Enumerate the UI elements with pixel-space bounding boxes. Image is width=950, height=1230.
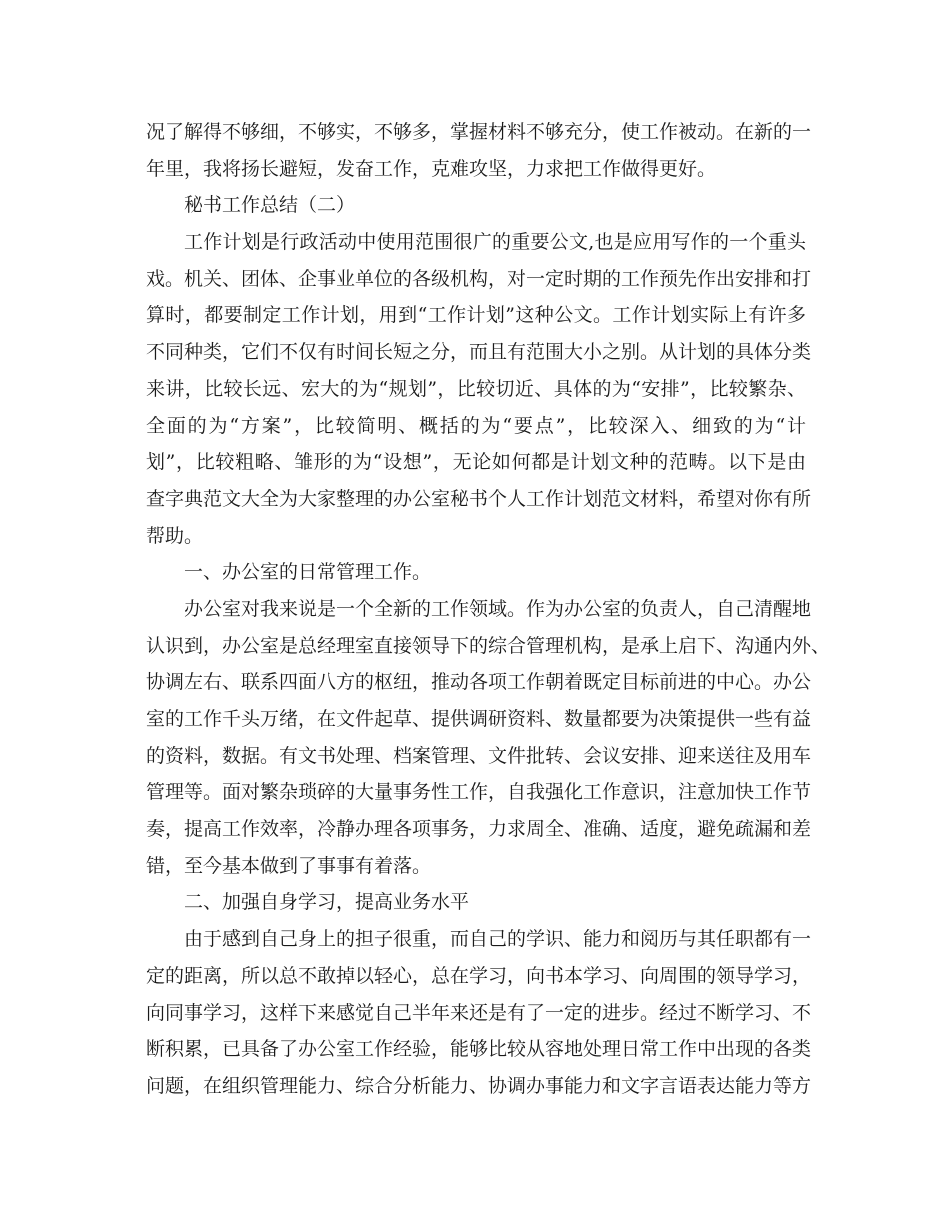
text-line: 办公室对我来说是一个全新的工作领域。作为办公室的负责人，自己清醒地 bbox=[184, 597, 812, 620]
text-line: 定的距离，所以总不敢掉以轻心，总在学习，向书本学习、向周围的领导学习， bbox=[146, 964, 812, 987]
text-line: 秘书工作总结（二） bbox=[184, 194, 356, 217]
text-line: 全面的为“方案”，比较简明、概括的为“要点”，比较深入、细致的为“计 bbox=[146, 414, 806, 437]
text-line: 奏，提高工作效率，冷静办理各项事务，力求周全、准确、适度，避免疏漏和差 bbox=[146, 818, 812, 841]
text-line: 管理等。面对繁杂琐碎的大量事务性工作，自我强化工作意识，注意加快工作节 bbox=[146, 781, 812, 804]
document-body bbox=[146, 114, 831, 1105]
text-line: 向同事学习，这样下来感觉自己半年来还是有了一定的进步。经过不断学习、不 bbox=[146, 1001, 812, 1024]
text-line: 错，至今基本做到了事事有着落。 bbox=[146, 854, 432, 877]
text-line: 帮助。 bbox=[146, 524, 204, 547]
text-line: 断积累，已具备了办公室工作经验，能够比较从容地处理日常工作中出现的各类 bbox=[146, 1038, 812, 1061]
text-line: 戏。机关、团体、企事业单位的各级机构，对一定时期的工作预先作出安排和打 bbox=[146, 267, 812, 290]
text-line: 认识到，办公室是总经理室直接领导下的综合管理机构，是承上启下、沟通内外、 bbox=[146, 634, 831, 657]
text-line: 划”，比较粗略、雏形的为“设想”，无论如何都是计划文种的范畴。以下是由 bbox=[146, 451, 806, 474]
text-line: 查字典范文大全为大家整理的办公室秘书个人工作计划范文材料，希望对你有所 bbox=[146, 487, 812, 510]
text-line: 室的工作千头万绪，在文件起草、提供调研资料、数量都要为决策提供一些有益 bbox=[146, 708, 812, 730]
text-line: 不同种类，它们不仅有时间长短之分，而且有范围大小之别。从计划的具体分类 bbox=[146, 341, 812, 364]
text-line: 算时，都要制定工作计划，用到“工作计划”这种公文。工作计划实际上有许多 bbox=[146, 304, 806, 327]
text-line: 年里，我将扬长避短，发奋工作，克难攻坚，力求把工作做得更好。 bbox=[146, 157, 717, 180]
text-line: 工作计划是行政活动中使用范围很广的重要公文,也是应用写作的一个重头 bbox=[184, 231, 806, 254]
text-line: 况了解得不够细，不够实，不够多，掌握材料不够充分，使工作被动。在新的一 bbox=[146, 121, 812, 143]
text-line: 问题，在组织管理能力、综合分析能力、协调办事能力和文字言语表达能力等方 bbox=[146, 1074, 812, 1097]
text-line: 的资料，数据。有文书处理、档案管理、文件批转、会议安排、迎来送往及用车 bbox=[146, 744, 812, 767]
text-line: 一、办公室的日常管理工作。 bbox=[184, 561, 432, 584]
text-line: 来讲，比较长远、宏大的为“规划”，比较切近、具体的为“安排”，比较繁杂、 bbox=[146, 377, 806, 400]
text-line: 由于感到自己身上的担子很重，而自己的学识、能力和阅历与其任职都有一 bbox=[184, 928, 812, 951]
text-line: 协调左右、联系四面八方的枢纽，推动各项工作朝着既定目标前进的中心。办公 bbox=[146, 671, 812, 694]
text-line: 二、加强自身学习，提高业务水平 bbox=[184, 891, 470, 914]
